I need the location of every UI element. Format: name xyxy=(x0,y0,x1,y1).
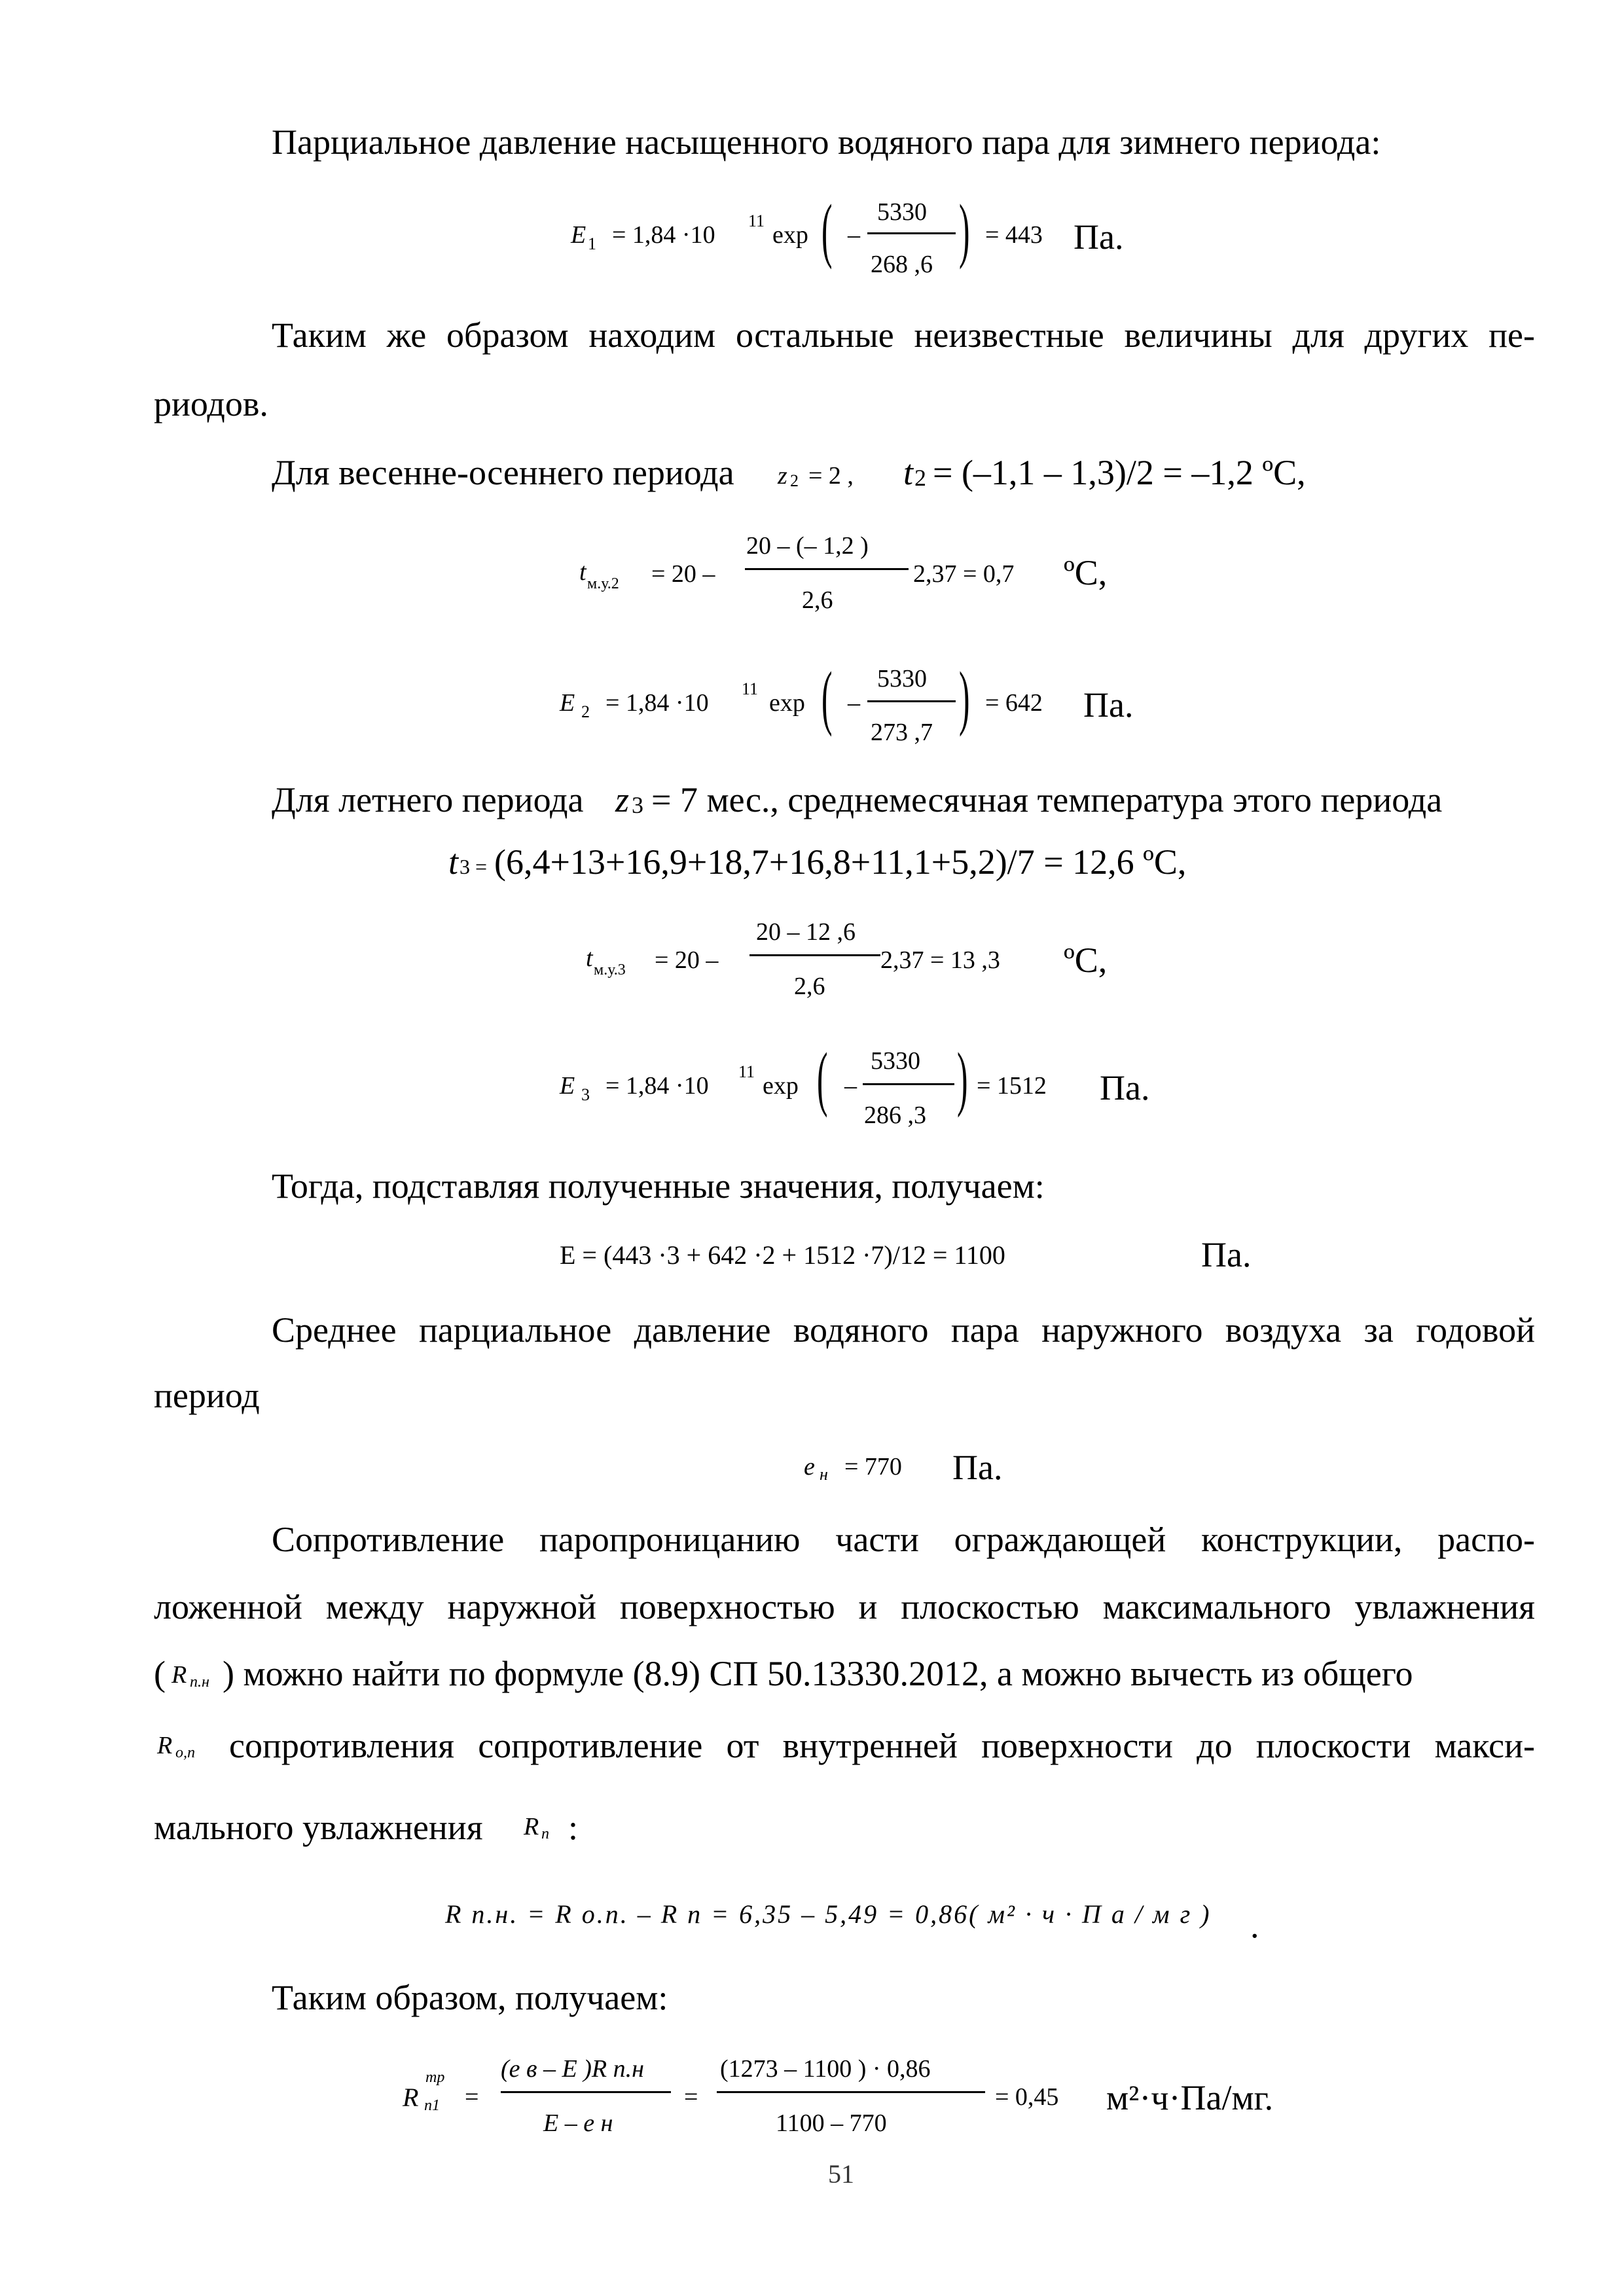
paragraph-8-line1: Сопротивление паропроницанию части ограждающей конструкции, распо- xyxy=(272,1520,1535,1559)
eq-tmy2-unit: ºС, xyxy=(1064,553,1108,592)
eq-rf-num1: (e в – E )R п.н xyxy=(501,2055,644,2083)
eq-e1-sub: 1 xyxy=(588,234,596,253)
p3-zsub: 2 xyxy=(790,471,799,490)
p3-tsub: 2 xyxy=(914,465,926,491)
p8-l3-R: R xyxy=(171,1661,187,1689)
eq-e-unit: Па. xyxy=(1201,1235,1252,1274)
p8-l4-rest: сопротивления сопротивление от внутренней поверхности до плоскости макси- xyxy=(229,1726,1535,1765)
eq-e1-fn: exp xyxy=(772,221,808,249)
eq-e3-bar xyxy=(863,1083,954,1085)
p5-rest: (6,4+13+16,9+18,7+16,8+11,1+5,2)/7 = 12,6 ºС, xyxy=(494,842,1187,882)
p8-l3-rest: ) можно найти по формуле (8.9) СП 50.13330.2012, а можно вычесть из общего xyxy=(223,1654,1413,1693)
eq-tmy3-bar xyxy=(749,954,880,956)
eq-e1-rparen: ) xyxy=(959,190,970,270)
eq-tmy2-den: 2,6 xyxy=(802,586,833,614)
eq-e2-lparen: ( xyxy=(821,657,833,737)
eq-tmy3-sub: м.у.3 xyxy=(594,961,626,978)
eq-rpn-dot: . xyxy=(1250,1906,1259,1945)
eq-e2-bar xyxy=(867,700,956,702)
p8-l5-colon: : xyxy=(568,1808,579,1847)
eq-en-sub: н xyxy=(820,1465,828,1484)
p3-t: t xyxy=(903,453,914,492)
p8-l4-Rsub: о,п xyxy=(175,1744,195,1761)
eq-e2-coef: = 1,84 ·10 xyxy=(605,689,709,717)
paragraph-8-line2: ложенной между наружной поверхностью и плоскостью максимального увлажнения xyxy=(154,1587,1535,1626)
paragraph-7-line2: период xyxy=(154,1376,260,1415)
eq-tmy2-bar xyxy=(745,568,909,570)
eq-tmy3-unit: ºС, xyxy=(1064,941,1108,980)
eq-e3-num: 5330 xyxy=(871,1047,920,1075)
eq-e1-coef: = 1,84 ·10 xyxy=(612,221,715,249)
eq-tmy3-lhs: t xyxy=(586,944,593,972)
eq-e2-num: 5330 xyxy=(877,665,927,692)
eq-e3-sub: 3 xyxy=(581,1085,590,1104)
eq-tmy3-post: 2,37 = 13 ,3 xyxy=(880,946,1000,974)
p3-z: z xyxy=(778,462,787,490)
eq-e2-rhs: = 642 xyxy=(985,689,1043,717)
eq-rf-lhs: R xyxy=(403,2083,419,2112)
eq-tmy2-pre: = 20 – xyxy=(651,560,715,588)
eq-e2-rparen: ) xyxy=(959,657,970,737)
p4-text: Для летнего периода xyxy=(272,780,584,819)
p5-tsub: 3 = xyxy=(460,855,488,878)
eq-e2-sub: 2 xyxy=(581,702,590,721)
p8-l3-Rsub: п.н xyxy=(190,1674,209,1691)
eq-rf-sup: тр xyxy=(425,2069,445,2086)
eq-rf-unit: м²·ч·Па/мг. xyxy=(1106,2078,1274,2117)
eq-tmy3-pre: = 20 – xyxy=(655,946,719,974)
eq-tmy2-sub: м.у.2 xyxy=(587,575,619,592)
eq-e3-unit: Па. xyxy=(1100,1068,1150,1107)
eq-en-lhs: e xyxy=(804,1453,815,1480)
eq-e3-lhs: E xyxy=(560,1072,575,1100)
paragraph-2-line1: Таким же образом находим остальные неизвестные величины для других пе- xyxy=(272,315,1535,355)
eq-e3-coef: = 1,84 ·10 xyxy=(605,1072,709,1100)
p8-l3-open: ( xyxy=(154,1654,166,1693)
eq-e1-bar xyxy=(867,232,956,234)
p4-rest: = 7 мес., среднемесячная температура этого периода xyxy=(651,780,1443,819)
p8-l5-R: R xyxy=(524,1813,539,1840)
page-number: 51 xyxy=(828,2159,854,2189)
eq-rf-rhs: = 0,45 xyxy=(995,2083,1059,2111)
eq-e1-unit: Па. xyxy=(1074,217,1124,257)
paragraph-7-line1: Среднее парциальное давление водяного пара наружного воздуха за годовой xyxy=(272,1310,1535,1350)
p3-rest: = (–1,1 – 1,3)/2 = –1,2 ºС, xyxy=(933,453,1306,492)
eq-e2-minus: – xyxy=(848,689,860,717)
eq-e2-fn: exp xyxy=(769,689,805,717)
p3-text: Для весенне-осеннего периода xyxy=(272,453,734,492)
eq-tmy2-post: 2,37 = 0,7 xyxy=(913,560,1015,588)
eq-rf-num2: (1273 – 1100 ) · 0,86 xyxy=(720,2055,931,2083)
eq-e1-den: 268 ,6 xyxy=(871,251,933,278)
eq-rf-den2: 1100 – 770 xyxy=(776,2109,887,2137)
eq-tmy3-den: 2,6 xyxy=(794,973,825,1000)
eq-e2-den: 273 ,7 xyxy=(871,719,933,746)
eq-e3-exp: 11 xyxy=(738,1062,755,1081)
eq-e3-minus: – xyxy=(844,1072,857,1100)
p3-zval: = 2 , xyxy=(808,462,854,490)
eq-tmy3-num: 20 – 12 ,6 xyxy=(756,918,856,946)
p4-zsub: 3 xyxy=(632,792,643,818)
eq-e1-minus: – xyxy=(848,221,860,249)
eq-e1-num: 5330 xyxy=(877,198,927,226)
paragraph-6: Тогда, подставляя полученные значения, получаем: xyxy=(272,1166,1045,1206)
eq-e1-lhs: E xyxy=(571,221,586,249)
eq-e2-unit: Па. xyxy=(1083,685,1134,725)
eq-e3-rparen: ) xyxy=(957,1038,968,1118)
eq-rf-bar2 xyxy=(717,2091,985,2093)
eq-rf-eq2: = xyxy=(684,2083,698,2111)
eq-tmy2-lhs: t xyxy=(579,558,586,586)
p8-l4-R: R xyxy=(157,1732,173,1759)
eq-e3-den: 286 ,3 xyxy=(864,1102,926,1129)
p4-z: z xyxy=(615,780,630,819)
eq-en-unit: Па. xyxy=(952,1448,1003,1487)
p8-l5-Rsub: п xyxy=(541,1825,549,1842)
paragraph-2-line2: риодов. xyxy=(154,384,268,423)
eq-rf-den1: E – e н xyxy=(543,2109,613,2137)
eq-tmy2-num: 20 – (– 1,2 ) xyxy=(746,532,869,560)
eq-e2-exp: 11 xyxy=(742,679,759,698)
eq-e3-lparen: ( xyxy=(817,1038,828,1118)
eq-rf-eq1: = xyxy=(465,2083,479,2111)
p5-t: t xyxy=(448,842,459,882)
eq-e1-rhs: = 443 xyxy=(985,221,1043,249)
eq-e-text: E = (443 ·3 + 642 ·2 + 1512 ·7)/12 = 1100 xyxy=(560,1240,1005,1270)
eq-rf-sub: п1 xyxy=(424,2097,440,2114)
eq-e3-rhs: = 1512 xyxy=(977,1072,1047,1100)
eq-e1-lparen: ( xyxy=(821,190,833,270)
p8-l5-text: мального увлажнения xyxy=(154,1808,483,1847)
eq-en-rhs: = 770 xyxy=(844,1453,902,1480)
eq-e2-lhs: E xyxy=(560,689,575,717)
eq-rf-bar1 xyxy=(501,2091,671,2093)
paragraph-9: Таким образом, получаем: xyxy=(272,1978,668,2017)
eq-rpn-text: R п.н. = R о.п. – R п = 6,35 – 5,49 = 0,86( м² · ч · П а / м г ) xyxy=(445,1899,1212,1929)
eq-e1-exp: 11 xyxy=(748,211,765,230)
eq-e3-fn: exp xyxy=(763,1072,799,1100)
paragraph-1: Парциальное давление насыщенного водяного пара для зимнего периода: xyxy=(272,122,1381,162)
